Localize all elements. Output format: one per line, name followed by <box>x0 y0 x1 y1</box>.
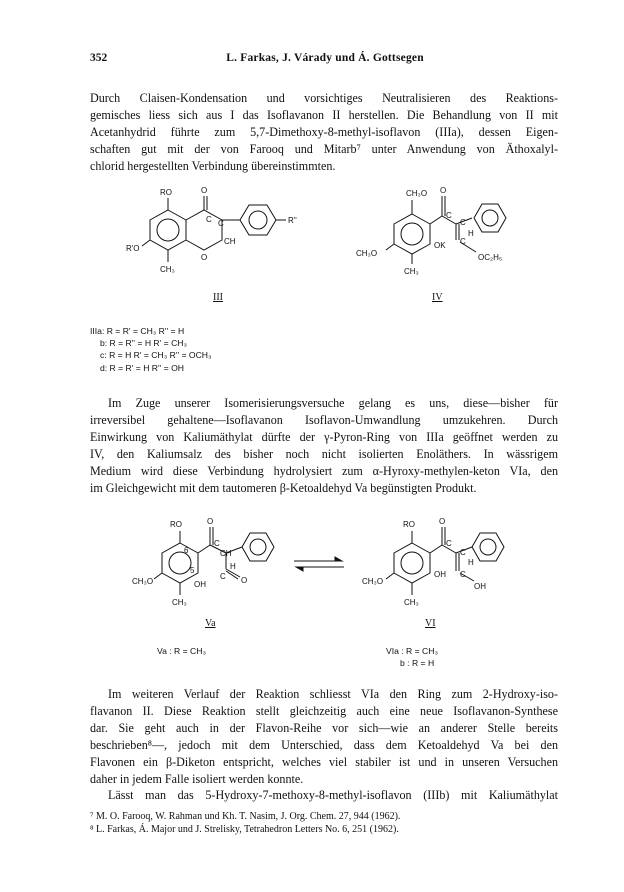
label-h: H <box>230 562 236 571</box>
label-c: C <box>218 219 224 228</box>
caption-IV: IV <box>432 292 443 303</box>
structure-III <box>118 178 318 288</box>
substituent-line: b : R = H <box>400 658 435 669</box>
label-ch3: CH₃ <box>404 267 419 276</box>
text-line: gemisches liess sich aus I das Isoflavanon II herstellen. Die Behandlung von II mit <box>90 107 558 122</box>
text-line: Einwirkung von Kaliumäthylat dürfte der γ-Pyron-Ring von IIIa geöffnet werden zu <box>90 429 558 444</box>
label-oh: OH <box>434 570 446 579</box>
label-o: O <box>207 517 214 526</box>
label-ch: CH <box>220 549 232 558</box>
text-line: irreversibel gehaltene—Isoflavanon Isoflavon-Umwandlung umzukehren. Durch <box>90 412 558 427</box>
label-r-dprime: R'' <box>288 216 297 225</box>
footnotes <box>90 810 560 836</box>
text-line: Medium wird diese Verbindung hydrolysiert zum α-Hyroxy-methylen-keton VIa, den <box>90 463 558 478</box>
paragraph-3 <box>90 686 558 804</box>
text-line: Im Zuge unserer Isomerisierungsversuche gelang es uns, diese—bisher für <box>108 396 558 410</box>
page-header <box>90 52 560 70</box>
structure-VI <box>350 513 530 623</box>
label-c: C <box>460 548 466 557</box>
label-h: H <box>468 229 474 238</box>
caption-VI: VI <box>425 618 436 629</box>
label-ch3o: CH₃O <box>132 577 154 586</box>
label-ro: RO <box>403 520 415 529</box>
structure-IV <box>350 178 550 288</box>
footnote-7: ⁷ M. O. Farooq, W. Rahman und Kh. T. Nasim, J. Org. Chem. 27, 944 (1962). <box>90 811 401 822</box>
label-c: C <box>460 237 466 246</box>
substituent-line: Va : R = CH₃ <box>157 646 206 656</box>
label-o-ald: O <box>241 576 248 585</box>
text-line: Durch Claisen-Kondensation und vorsichtiges Neutralisieren des Reaktions- <box>90 91 558 105</box>
label-ch3o-left: CH₃O <box>356 249 378 258</box>
substituent-line: c: R = H R' = CH₃ R'' = OCH₃ <box>100 350 212 361</box>
label-c: C <box>214 539 220 548</box>
label-ch3: CH₃ <box>160 265 175 274</box>
label-r-prime: R'O <box>126 244 140 253</box>
text-line: schaften gut mit der von Farooq und Mitarb⁷ unter Anwendung von Äthoxalyl- <box>90 141 558 156</box>
text-line: daher in jedem Falle isoliert werden konnte. <box>90 771 304 786</box>
label-oh: OH <box>474 582 486 591</box>
label-ch3: CH₃ <box>172 598 187 607</box>
substituent-line: IIIa: R = R' = CH₃ R'' = H <box>90 326 185 336</box>
label-ch: CH <box>224 237 236 246</box>
text-line: Im weiteren Verlauf der Reaktion schliesst VIa den Ring zum 2-Hydroxy-iso- <box>108 687 558 701</box>
structure-Va <box>120 513 300 623</box>
substituent-list-III <box>90 325 211 374</box>
text-line: flavanon II. Diese Reaktion stellt gleichzeitig auch eine neue Isoflavanon-Synthese <box>90 703 558 718</box>
footnote-8: ⁸ L. Farkas, Á. Major und J. Strelisky, Tetrahedron Letters No. 6, 251 (1962). <box>90 824 399 836</box>
text-line: Flavonen ein β-Diketon entspricht, welches viel stabiler ist und in unseren Versuchen <box>90 754 558 769</box>
label-6: 6 <box>184 546 189 555</box>
page-number: 352 <box>90 52 108 64</box>
label-h: H <box>468 558 474 567</box>
label-ch3: CH₃ <box>404 598 419 607</box>
label-o: O <box>201 186 208 195</box>
label-ch3o: CH₃O <box>406 189 428 198</box>
caption-Va: Va <box>205 618 216 629</box>
label-ok: OK <box>434 241 446 250</box>
label-c: C <box>460 570 466 579</box>
label-c: C <box>220 572 226 581</box>
text-line: IV, den Kaliumsalz des bisher noch nicht isolierten Enoläthers. In wässrigem <box>90 446 558 461</box>
text-line: chlorid hergestellten Verbindung übereinstimmten. <box>90 158 336 173</box>
label-c: C <box>446 211 452 220</box>
paragraph-2 <box>90 395 558 496</box>
text-line: Acetanhydrid führte zum 5,7-Dimethoxy-8-methyl-isoflavon (IIIa), dessen Eigen- <box>90 124 558 139</box>
substituent-list-VI <box>386 645 438 669</box>
label-c: C <box>460 218 466 227</box>
label-oh: OH <box>194 580 206 589</box>
label-o: O <box>440 186 447 195</box>
substituent-line: VIa : R = CH₃ <box>386 646 438 656</box>
paragraph-1 <box>90 90 558 175</box>
label-c: C <box>446 539 452 548</box>
substituent-line: b: R = R'' = H R' = CH₃ <box>100 338 187 349</box>
equilibrium-arrow <box>292 556 346 577</box>
label-ro: RO <box>170 520 182 529</box>
label-c: C <box>206 215 212 224</box>
label-ch3o: CH₃O <box>362 577 384 586</box>
text-line: Lässt man das 5-Hydroxy-7-methoxy-8-methyl-isoflavon (IIIb) mit Kaliumäthylat <box>108 788 558 803</box>
label-5: 5 <box>190 566 195 575</box>
substituent-line: d: R = R' = H R'' = OH <box>100 362 184 373</box>
label-o-ring: O <box>201 253 208 262</box>
text-line: im Gleichgewicht mit dem tautomeren β-Ketoaldehyd Va begünstigten Produkt. <box>90 480 477 495</box>
label-oc2h5: OC₂H₅ <box>478 253 503 262</box>
running-title: L. Farkas, J. Várady und Á. Gottsegen <box>226 52 424 64</box>
caption-III: III <box>213 292 223 303</box>
text-line: beschrieben⁸—, jedoch mit dem Unterschied, dass dem Ketoaldehyd Va bei den <box>90 737 558 752</box>
substituent-Va <box>157 645 206 657</box>
text-line: dar. Sie geht auch in der Flavon-Reihe vor sich—wie an anderer Stelle bereits <box>90 720 558 735</box>
label-ro: RO <box>160 188 172 197</box>
label-o: O <box>439 517 446 526</box>
